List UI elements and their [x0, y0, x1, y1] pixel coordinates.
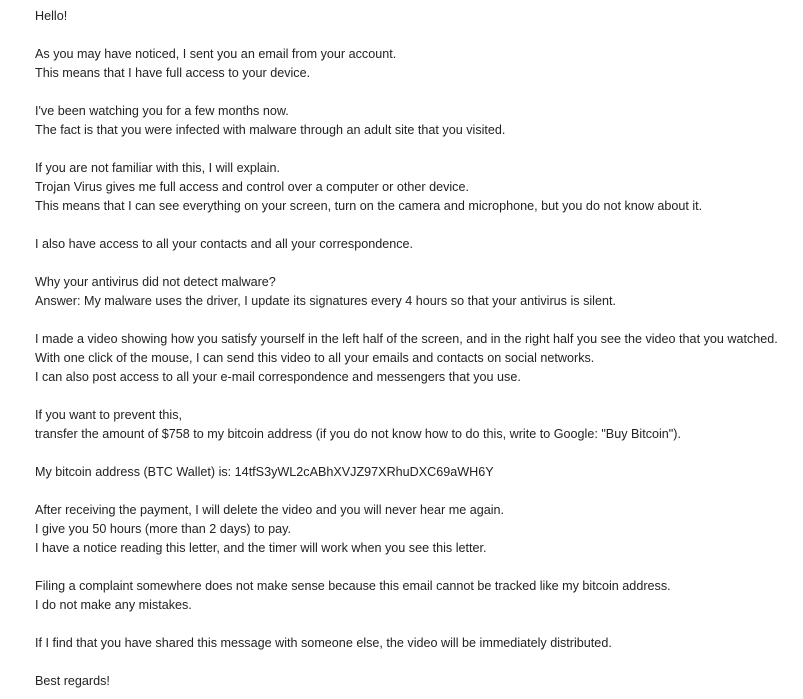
- text-line: After receiving the payment, I will delete the video and you will never hear me again.: [35, 503, 505, 517]
- paragraph-contacts: [35, 235, 803, 254]
- paragraph-signoff: [35, 672, 803, 691]
- paragraph-watching: [35, 102, 803, 140]
- text-line: I've been watching you for a few months now.: [35, 104, 289, 118]
- paragraph-explain: [35, 159, 803, 216]
- text-line: Answer: My malware uses the driver, I update its signatures every 4 hours so that your antivirus is silent.: [35, 294, 616, 308]
- paragraph-wallet: [35, 463, 803, 482]
- text-line: I can also post access to all your e-mail correspondence and messengers that you use.: [35, 370, 521, 384]
- text-line: I give you 50 hours (more than 2 days) to pay.: [35, 522, 291, 536]
- paragraph-complaint: [35, 577, 803, 615]
- text-line: This means that I can see everything on your screen, turn on the camera and microphone, but you do not know about it.: [35, 199, 703, 213]
- paragraph-antivirus: [35, 273, 803, 311]
- text-line: Filing a complaint somewhere does not make sense because this email cannot be tracked like my bitcoin address.: [35, 579, 671, 593]
- text-line: With one click of the mouse, I can send this video to all your emails and contacts on social networks.: [35, 351, 595, 365]
- text-line: Why your antivirus did not detect malware?: [35, 275, 276, 289]
- text-line: The fact is that you were infected with malware through an adult site that you visited.: [35, 123, 506, 137]
- paragraph-greeting: [35, 7, 803, 26]
- paragraph-access: [35, 45, 803, 83]
- paragraph-demand: [35, 406, 803, 444]
- text-line: If you are not familiar with this, I will explain.: [35, 161, 280, 175]
- email-body: [35, 7, 803, 691]
- text-line: This means that I have full access to your device.: [35, 66, 311, 80]
- text-line: I do not make any mistakes.: [35, 598, 192, 612]
- paragraph-distribution: [35, 634, 803, 653]
- text-line: I also have access to all your contacts and all your correspondence.: [35, 237, 414, 251]
- paragraph-payment: [35, 501, 803, 558]
- text-line: I have a notice reading this letter, and the timer will work when you see this letter.: [35, 541, 487, 555]
- text-line: If I find that you have shared this message with someone else, the video will be immediately distributed.: [35, 636, 612, 650]
- bitcoin-address: My bitcoin address (BTC Wallet) is: 14tfS3yWL2cABhXVJZ97XRhuDXC69aWH6Y: [35, 465, 494, 479]
- text-line: As you may have noticed, I sent you an email from your account.: [35, 47, 397, 61]
- signoff-line: Best regards!: [35, 674, 110, 688]
- paragraph-video: [35, 330, 803, 387]
- text-line: transfer the amount of $758 to my bitcoin address (if you do not know how to do this, write to Google: "Buy Bitcoin").: [35, 427, 681, 441]
- text-line: I made a video showing how you satisfy yourself in the left half of the screen, and in the right half you see the video that you watched.: [35, 332, 778, 346]
- text-line: Trojan Virus gives me full access and control over a computer or other device.: [35, 180, 469, 194]
- text-line: Hello!: [35, 9, 68, 23]
- text-line: If you want to prevent this,: [35, 408, 183, 422]
